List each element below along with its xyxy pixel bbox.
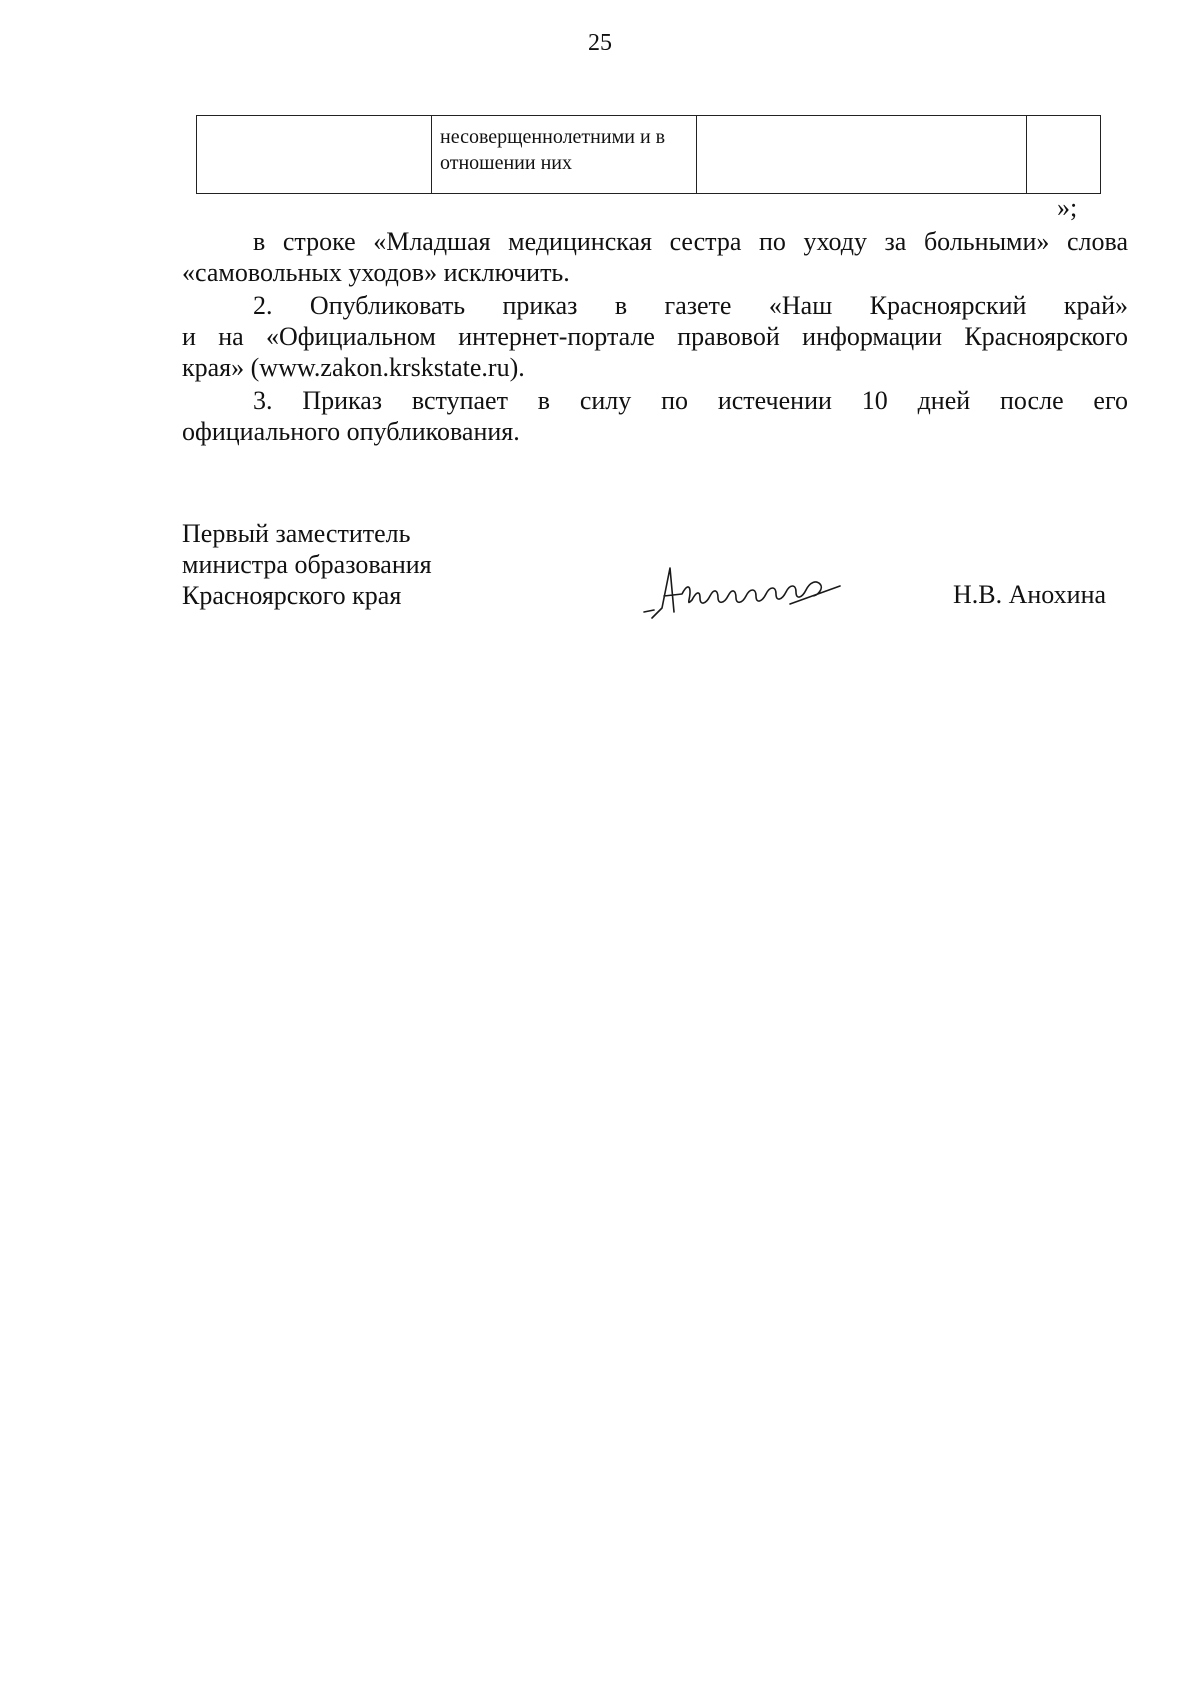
paragraph-publication: [182, 290, 1128, 383]
paragraph-line: и на «Официальном интернет-портале правовой информации Красноярского: [182, 322, 1128, 351]
signer-title: [182, 518, 432, 611]
paragraph-line: края» (www.zakon.krskstate.ru).: [182, 353, 525, 382]
paragraph-amendment: [182, 226, 1128, 288]
continuation-table: [196, 115, 1101, 194]
table-cell-1: [197, 116, 432, 194]
table-cell-3: [697, 116, 1027, 194]
table-cell-4: [1027, 116, 1101, 194]
handwritten-signature: [640, 560, 850, 635]
paragraph-effective: [182, 385, 1128, 447]
paragraph-line: 2. Опубликовать приказ в газете «Наш Красноярский край»: [253, 291, 1128, 320]
signature-icon: [640, 560, 850, 630]
closing-quote: »;: [1057, 193, 1078, 222]
signer-title-line: министра образования: [182, 550, 432, 579]
signer-name: Н.В. Анохина: [953, 580, 1107, 609]
table-cell-2: несоверщеннолетними и в отношении них: [432, 116, 697, 194]
signer-title-line: Первый заместитель: [182, 519, 411, 548]
signer-title-line: Красноярского края: [182, 581, 402, 610]
paragraph-line: официального опубликования.: [182, 417, 520, 446]
table-row: [197, 116, 1101, 194]
paragraph-line: 3. Приказ вступает в силу по истечении 10 дней после его: [253, 386, 1128, 415]
paragraph-line: «самовольных уходов» исключить.: [182, 258, 570, 287]
page-number: 25: [588, 30, 612, 56]
paragraph-line: в строке «Младшая медицинская сестра по уходу за больными» слова: [253, 227, 1128, 256]
